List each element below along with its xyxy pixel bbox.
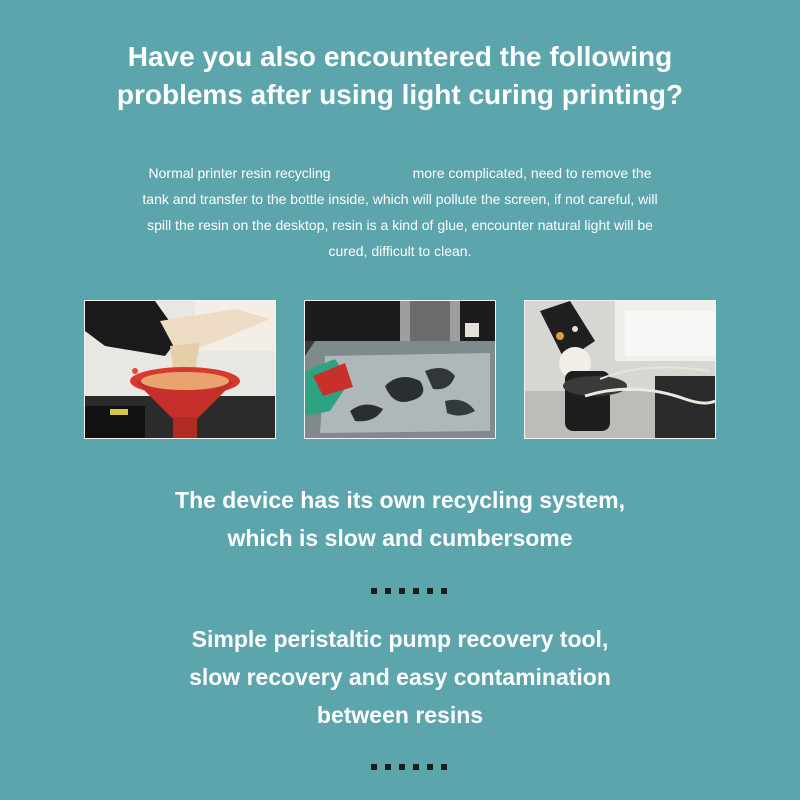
dot-divider-2 bbox=[371, 764, 447, 770]
dot bbox=[441, 588, 447, 594]
dot bbox=[399, 764, 405, 770]
dot bbox=[427, 588, 433, 594]
dot bbox=[427, 764, 433, 770]
intro-part-2: more complicated, need to remove the tank and transfer to the bottle inside, which will pollute the screen, if not careful, will spill the resin on the desktop, resin is a kind of glue, encounter natural light will be cured, difficult to clean. bbox=[142, 165, 658, 259]
intro-paragraph bbox=[140, 160, 660, 264]
dot bbox=[371, 588, 377, 594]
headline bbox=[40, 38, 760, 114]
photo-peristaltic-pump bbox=[524, 300, 716, 439]
photo-pouring-resin-funnel bbox=[84, 300, 276, 439]
statement-2-line-2: slow recovery and easy contamination bbox=[189, 664, 611, 690]
dot bbox=[385, 588, 391, 594]
photo-resin-spill-screen bbox=[304, 300, 496, 439]
headline-line-1: Have you also encountered the following bbox=[127, 41, 673, 72]
dot bbox=[385, 764, 391, 770]
intro-part-1: Normal printer resin recycling bbox=[148, 165, 331, 181]
dot bbox=[399, 588, 405, 594]
photo-strip bbox=[84, 300, 716, 439]
statement-2-line-3: between resins bbox=[316, 702, 484, 728]
dot bbox=[413, 588, 419, 594]
dot bbox=[371, 764, 377, 770]
statement-peristaltic-pump bbox=[40, 620, 760, 734]
statement-1-line-1: The device has its own recycling system, bbox=[175, 487, 625, 513]
headline-line-2: problems after using light curing printing? bbox=[116, 79, 684, 110]
statement-recycling-system bbox=[40, 481, 760, 557]
dot bbox=[441, 764, 447, 770]
statement-2-line-1: Simple peristaltic pump recovery tool, bbox=[191, 626, 609, 652]
statement-1-line-2: which is slow and cumbersome bbox=[227, 525, 573, 551]
dot-divider-1 bbox=[371, 588, 447, 594]
dot bbox=[413, 764, 419, 770]
